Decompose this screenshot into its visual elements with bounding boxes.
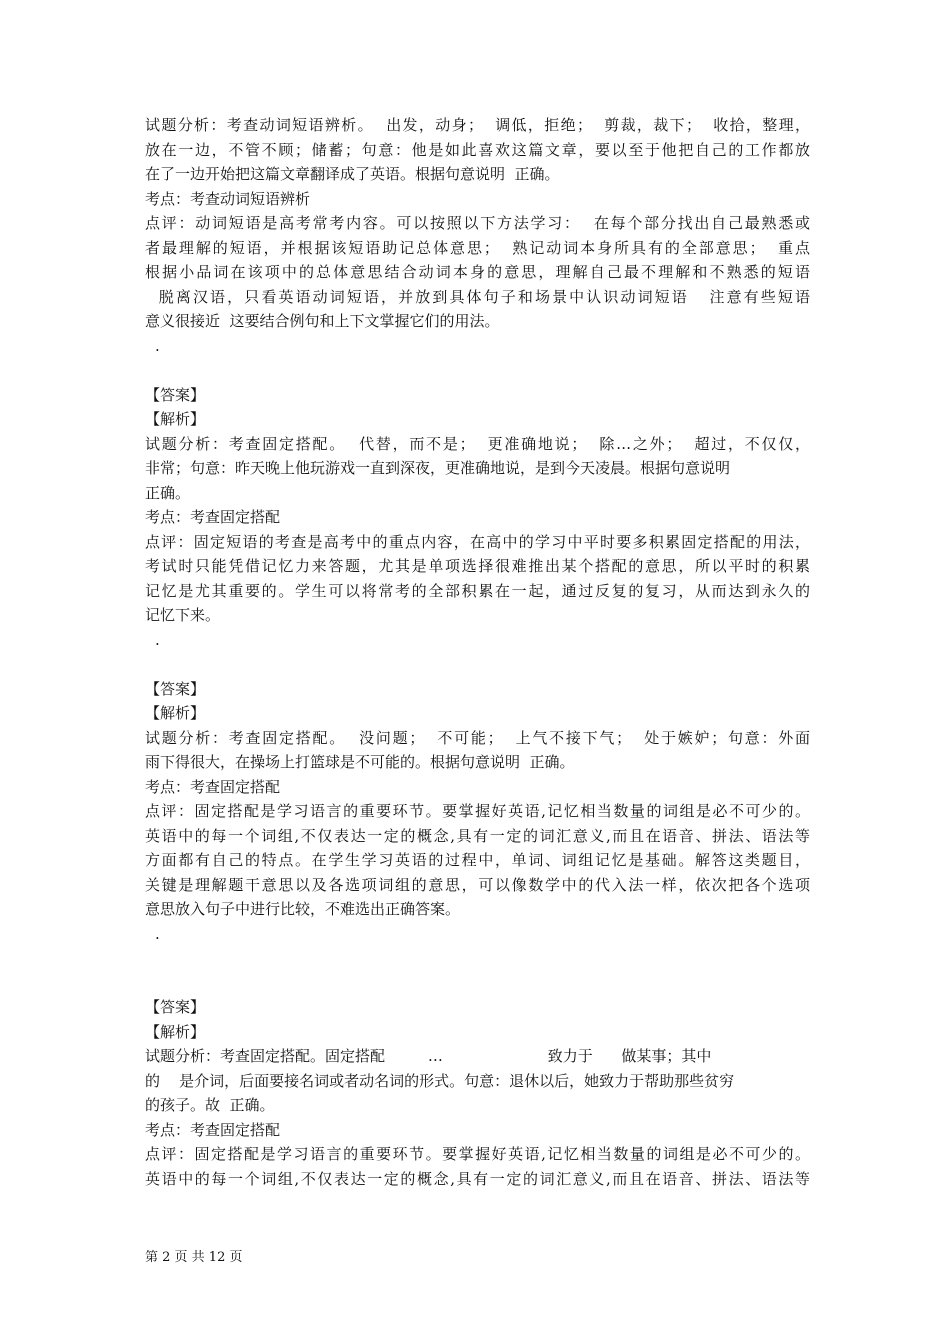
separator-dot: .: [155, 924, 160, 943]
comment-line: 考试时只能凭借记忆力来答题，尤其是单项选择很难推出某个搭配的意思，所以平时的积累: [145, 557, 810, 575]
comment-line: 记忆是尤其重要的。学生可以将常考的全部积累在一起，通过反复的复习，从而达到永久的: [145, 581, 810, 600]
analysis-line: 非常；句意：昨天晚上他玩游戏一直到深夜，更准确地说，是到今天凌晨。根据句意说明: [145, 459, 731, 477]
comment-line: 点评：固定短语的考查是高考中的重点内容，在高中的学习中平时要多积累固定搭配的用法，: [145, 532, 810, 551]
comment-line: 记忆下来。: [145, 606, 221, 624]
analysis-line: 的 是介词，后面要接名词或者动名词的形式。句意：退休以后，她致力于帮助那些贫穷: [145, 1071, 735, 1090]
analysis-line: 试题分析：考查固定搭配。 没问题； 不可能； 上气不接下气； 处于嫉妒；句意：外面: [145, 728, 810, 747]
analysis-line: 雨下得很大，在操场上打篮球是不可能的。根据句意说明 正确。: [145, 753, 575, 771]
comment-line: 意义很接近 这要结合例句和上下文掌握它们的用法。: [145, 312, 500, 330]
analysis-line: 在了一边开始把这篇文章翻译成了英语。根据句意说明 正确。: [145, 165, 560, 183]
comment-line: 脱离汉语，只看英语动词短语，并放到具体句子和场景中认识动词短语 注意有些短语: [145, 287, 810, 306]
comment-line: 英语中的每一个词组,不仅表达一定的概念,具有一定的词汇意义,而且在语音、拼法、语法等: [145, 1169, 810, 1188]
comment-line: 点评：固定搭配是学习语言的重要环节。要掌握好英语,记忆相当数量的词组是必不可少的。: [145, 1145, 810, 1163]
analysis-heading: 【解析】: [145, 410, 206, 428]
comment-line: 根据小品词在该项中的总体意思结合动词本身的意思，理解自己最不理解和不熟悉的短语: [145, 263, 810, 281]
topic-line: 考点：考查动词短语辨析: [145, 189, 311, 208]
comment-line: 点评：动词短语是高考常考内容。可以按照以下方法学习： 在每个部分找出自己最熟悉或: [145, 214, 810, 232]
spacer: [145, 971, 810, 996]
topic-line: 考点：考查固定搭配: [145, 508, 281, 526]
topic-line: 考点：考查固定搭配: [145, 1120, 281, 1139]
analysis-line: 试题分析：考查动词短语辨析。 出发，动身； 调低，拒绝； 剪裁，裁下； 收拾，整理，: [145, 116, 810, 134]
topic-line: 考点：考查固定搭配: [145, 777, 281, 796]
spacer: [145, 652, 810, 677]
spacer: [145, 358, 810, 383]
answer-heading: 【答案】: [145, 679, 206, 698]
comment-line: 关键是理解题干意思以及各选项词组的意思，可以像数学中的代入法一样，依次把各个选项: [145, 875, 810, 894]
separator-dot: .: [155, 336, 160, 355]
spacer: [145, 946, 810, 971]
analysis-line: 试题分析：考查固定搭配。 代替，而不是； 更准确地说； 除…之外； 超过，不仅仅，: [145, 434, 810, 453]
comment-line: 点评：固定搭配是学习语言的重要环节。要掌握好英语,记忆相当数量的词组是必不可少的。: [145, 802, 810, 820]
comment-line: 英语中的每一个词组,不仅表达一定的概念,具有一定的词汇意义,而且在语音、拼法、语法等: [145, 826, 810, 845]
comment-line: 方面都有自己的特点。在学生学习英语的过程中，单词、词组记忆是基础。解答这类题目，: [145, 851, 810, 869]
analysis-line: 的孩子。故 正确。: [145, 1096, 275, 1114]
answer-heading: 【答案】: [145, 998, 206, 1016]
analysis-heading: 【解析】: [145, 704, 206, 722]
answer-heading: 【答案】: [145, 385, 206, 404]
separator-dot: .: [155, 630, 160, 649]
analysis-line: 试题分析：考查固定搭配。固定搭配 … 致力于 做某事；其中: [145, 1047, 712, 1065]
comment-line: 意思放入句子中进行比较，不难选出正确答案。: [145, 900, 461, 918]
analysis-line: 放在一边，不管不顾；储蓄；句意：他是如此喜欢这篇文章，要以至于他把自己的工作都放: [145, 140, 810, 159]
page-number-footer: 第 2 页 共 12 页: [145, 1250, 243, 1265]
comment-line: 者最理解的短语，并根据该短语助记总体意思； 熟记动词本身所具有的全部意思； 重点: [145, 238, 810, 257]
analysis-line: 正确。: [145, 483, 191, 502]
page-content: [145, 113, 810, 1191]
analysis-heading: 【解析】: [145, 1022, 206, 1041]
